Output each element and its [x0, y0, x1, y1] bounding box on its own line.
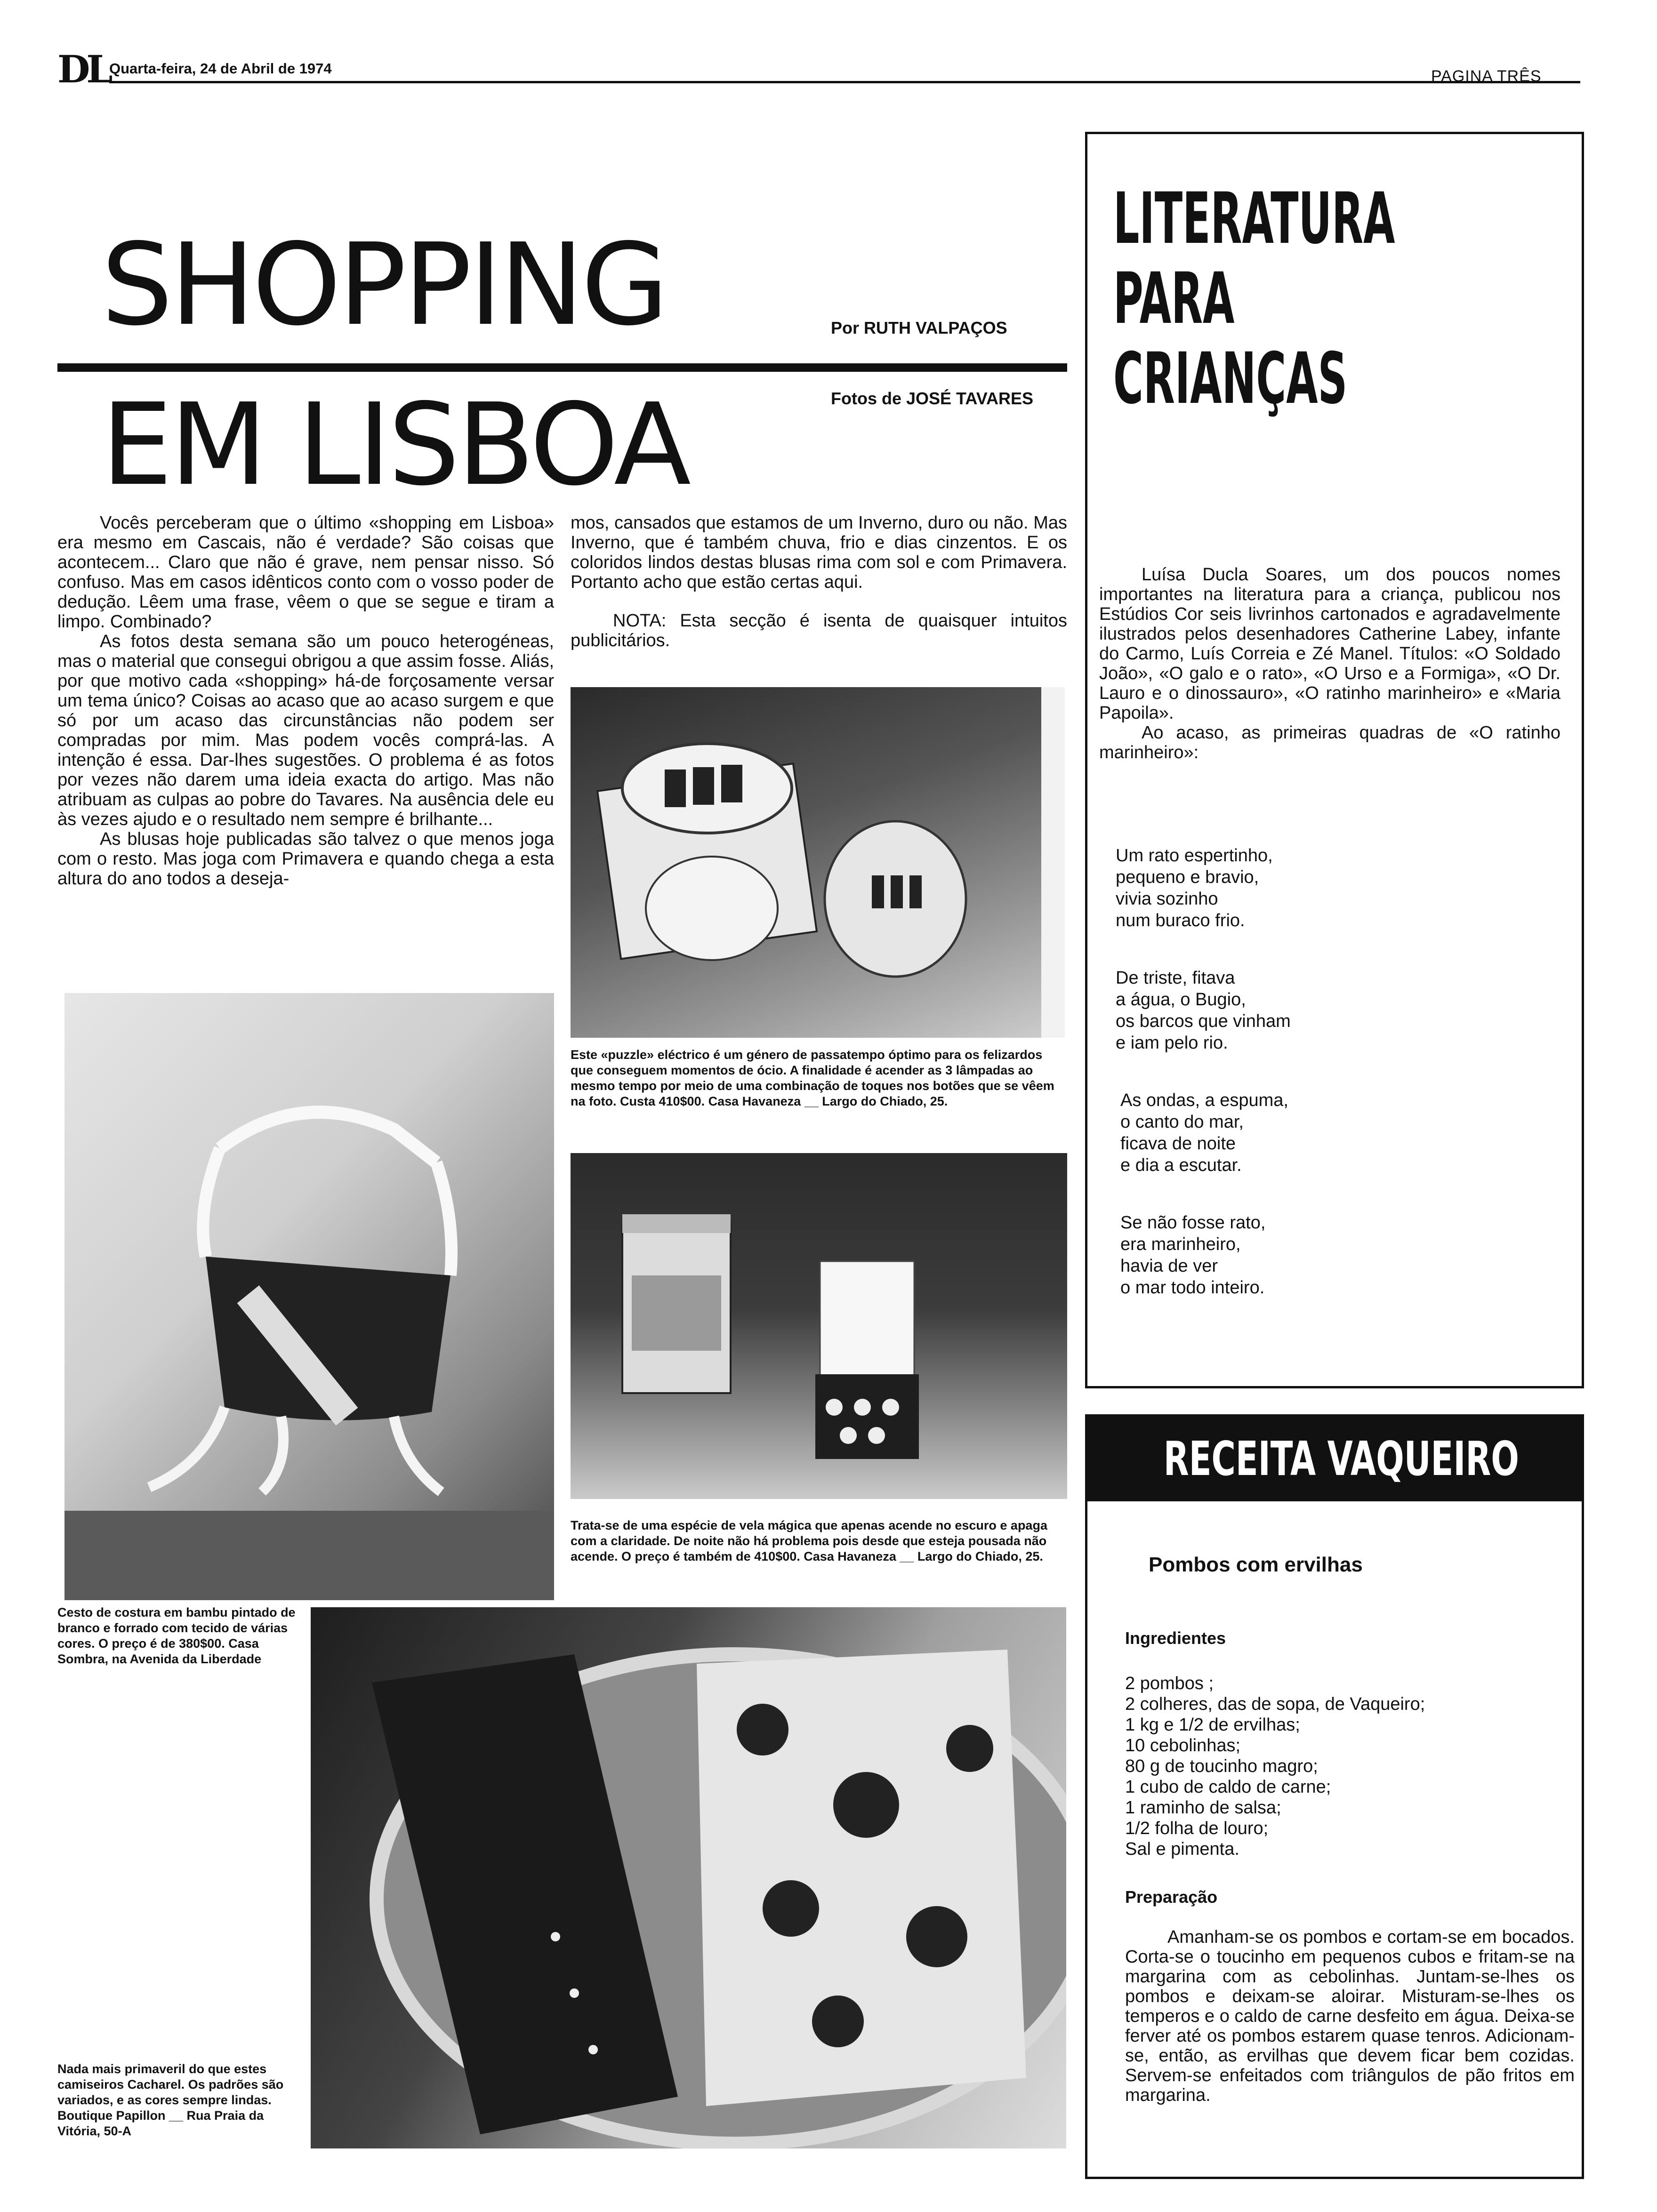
basket-illustration — [64, 993, 554, 1600]
poem-line: a água, o Bugio, — [1116, 990, 1246, 1010]
newspaper-logo: DL — [57, 47, 109, 91]
poem-line: era marinheiro, — [1120, 1234, 1241, 1254]
ingredients-label: Ingredientes — [1125, 1628, 1226, 1648]
poem-line: pequeno e bravio, — [1116, 867, 1259, 887]
masthead-rule — [109, 81, 1580, 83]
photo-electric-puzzle — [571, 687, 1065, 1038]
literatura-title-line2: PARA — [1113, 258, 1235, 340]
caption-blouses: Nada mais primaveril do que estes camiseiros Cacharel. Os padrões são variados, e as cores sempre lindas. Boutique Papillon __ Rua Praia da Vitória, 50-A — [57, 2062, 284, 2138]
byline-photos: Fotos de JOSÉ TAVARES — [831, 389, 1034, 408]
ingredient: 1/2 folha de louro; — [1125, 1819, 1269, 1838]
puzzle-illustration — [571, 687, 1065, 1038]
poem-line: De triste, fitava — [1116, 968, 1235, 988]
poem — [1116, 845, 1539, 1334]
poem-line: o canto do mar, — [1120, 1112, 1244, 1132]
poem-line: Um rato espertinho, — [1116, 846, 1273, 866]
ingredient: 80 g de toucinho magro; — [1125, 1756, 1318, 1776]
nota-paragraph: NOTA: Esta secção é isenta de quaisquer intuitos publicitários. — [571, 611, 1067, 650]
ingredient: 2 pombos ; — [1125, 1674, 1214, 1693]
photo-magic-candle — [571, 1153, 1067, 1499]
caption-candle: Trata-se de uma espécie de vela mágica que apenas acende no escuro e apaga com a claridade. De noite não há problema pois desde que esteja pousada não acende. O preço é também de 410$00. Casa Havaneza __ Largo do Chiado, 25. — [571, 1518, 1047, 1563]
literatura-intro — [1099, 565, 1560, 762]
dish-name: Pombos com ervilhas — [1149, 1553, 1363, 1576]
poem-line: o mar todo inteiro. — [1120, 1278, 1265, 1298]
poem-stanza — [1120, 1090, 1539, 1176]
paragraph: mos, cansados que estamos de um Inverno, duro ou não. Mas Inverno, que é também chuva, frio e dias cinzentos. E os coloridos lindos destas blusas rima com sol e com Primavera. Portanto acho que estão certas aqui. — [571, 513, 1067, 592]
article-column-2 — [571, 513, 1067, 650]
ingredient: 1 kg e 1/2 de ervilhas; — [1125, 1715, 1300, 1735]
receita-title: RECEITA VAQUEIRO — [1163, 1431, 1519, 1486]
paragraph: As blusas hoje publicadas são talvez o que menos joga com o resto. Mas joga com Primavera e quando chega a esta altura do ano todos a deseja- — [57, 829, 554, 889]
caption-puzzle: Este «puzzle» eléctrico é um género de passatempo óptimo para os felizardos que conseguem momentos de ócio. A finalidade é acender as 3 lâmpadas ao mesmo tempo por meio de uma combinação de toques nos botões que se vêem na foto. Custa 410$00. Casa Havaneza __ Largo do Chiado, 25. — [571, 1048, 1054, 1108]
poem-line: As ondas, a espuma, — [1120, 1090, 1288, 1110]
issue-date: Quarta-feira, 24 de Abril de 1974 — [109, 60, 332, 77]
ingredient: 1 raminho de salsa; — [1125, 1798, 1281, 1818]
article-column-1 — [57, 513, 554, 889]
caption-basket: Cesto de costura em bambu pintado de branco e forrado com tecido de várias cores. O preço é de 380$00. Casa Sombra, na Avenida da Liberdade — [57, 1605, 296, 1666]
poem-line: ficava de noite — [1120, 1134, 1236, 1154]
literatura-title-line3: CRIANÇAS — [1113, 338, 1348, 420]
paragraph: Amanham-se os pombos e cortam-se em bocados. Corta-se o toucinho em pequenos cubos e fritam-se na margarina com as cebolinhas. Juntam-se-lhes os pombos e deixam-se aloirar. Misturam-se-lhes os temperos e o caldo de carne desfeito em água. Deixa-se ferver até os pombos estarem quase tenros. Adicionam-se, então, as ervilhas que devem ficar bem cozidas. Servem-se enfeitados com triângulos de pão fritos em margarina. — [1125, 1927, 1575, 2105]
poem-line: e dia a escutar. — [1120, 1155, 1242, 1175]
ingredient: 1 cubo de caldo de carne; — [1125, 1777, 1331, 1797]
candle-illustration — [571, 1153, 1067, 1499]
blouses-illustration — [311, 1607, 1066, 2148]
literatura-box — [1085, 132, 1584, 1388]
receita-box — [1085, 1414, 1584, 2179]
poem-stanza — [1116, 967, 1539, 1054]
poem-stanza — [1116, 845, 1539, 931]
ingredient: Sal e pimenta. — [1125, 1839, 1239, 1859]
paragraph: As fotos desta semana são um pouco heterogéneas, mas o material que consegui obrigou a que assim fosse. Aliás, por que motivo cada «shopping» há-de forçosamente versar um tema único? Coisas ao acaso que ao acaso surgem e que só por um acaso das circunstâncias não podem ser compradas por mim. Mas podem vocês comprá-las. A intenção é essa. Dar-lhes sugestões. O problema é as fotos por vezes não darem uma ideia exacta do artigo. Mas não atribuam as culpas ao pobre do Tavares. Na ausência dele eu às vezes ajudo e o resultado nem sempre é brilhante... — [57, 632, 554, 829]
literatura-title-line1: LITERATURA — [1113, 178, 1395, 260]
byline-author: Por RUTH VALPAÇOS — [831, 318, 1007, 337]
ingredient: 10 cebolinhas; — [1125, 1736, 1241, 1755]
preparation-label: Preparação — [1125, 1887, 1218, 1907]
photo-blouses — [311, 1607, 1066, 2148]
ingredients-list — [1125, 1673, 1577, 1859]
page-label: PAGINA TRÊS — [1431, 67, 1542, 85]
poem-line: vivia sozinho — [1116, 889, 1218, 909]
preparation-text — [1125, 1927, 1575, 2105]
paragraph: Vocês perceberam que o último «shopping em Lisboa» era mesmo em Cascais, não é verdade? São coisas que acontecem... Claro que não é grave, nem pensar nisso. Só confuso. Mas em casos idênticos conto com o vosso poder de dedução. Lêem uma frase, vêem o que se segue e tiram a limpo. Combinado? — [57, 513, 554, 632]
photo-sewing-basket — [64, 993, 554, 1600]
poem-line: Se não fosse rato, — [1120, 1213, 1266, 1233]
poem-line: os barcos que vinham — [1116, 1011, 1291, 1031]
poem-line: e iam pelo rio. — [1116, 1033, 1228, 1053]
paragraph: Luísa Ducla Soares, um dos poucos nomes importantes na literatura para a criança, publicou nos Estúdios Cor seis livrinhos cartonados e agradavelmente ilustrados pelos desenhadores Catherine Labey, infante do Carmo, Luís Correia e Zé Manel. Títulos: «O Soldado João», «O galo e o rato», «O Urso e a Formiga», «O Dr. Lauro e o dinossauro», «O ratinho marinheiro» e «Maria Papoila». — [1099, 565, 1560, 723]
article-title-line2: EM LISBOA — [101, 379, 689, 511]
poem-stanza — [1120, 1212, 1539, 1298]
receita-header — [1087, 1417, 1582, 1501]
paragraph: Ao acaso, as primeiras quadras de «O ratinho marinheiro»: — [1099, 723, 1560, 762]
ingredient: 2 colheres, das de sopa, de Vaqueiro; — [1125, 1694, 1425, 1714]
poem-line: havia de ver — [1120, 1256, 1218, 1276]
poem-line: num buraco frio. — [1116, 911, 1245, 930]
article-title-line1: SHOPPING — [101, 219, 666, 351]
title-rule — [57, 363, 1067, 372]
